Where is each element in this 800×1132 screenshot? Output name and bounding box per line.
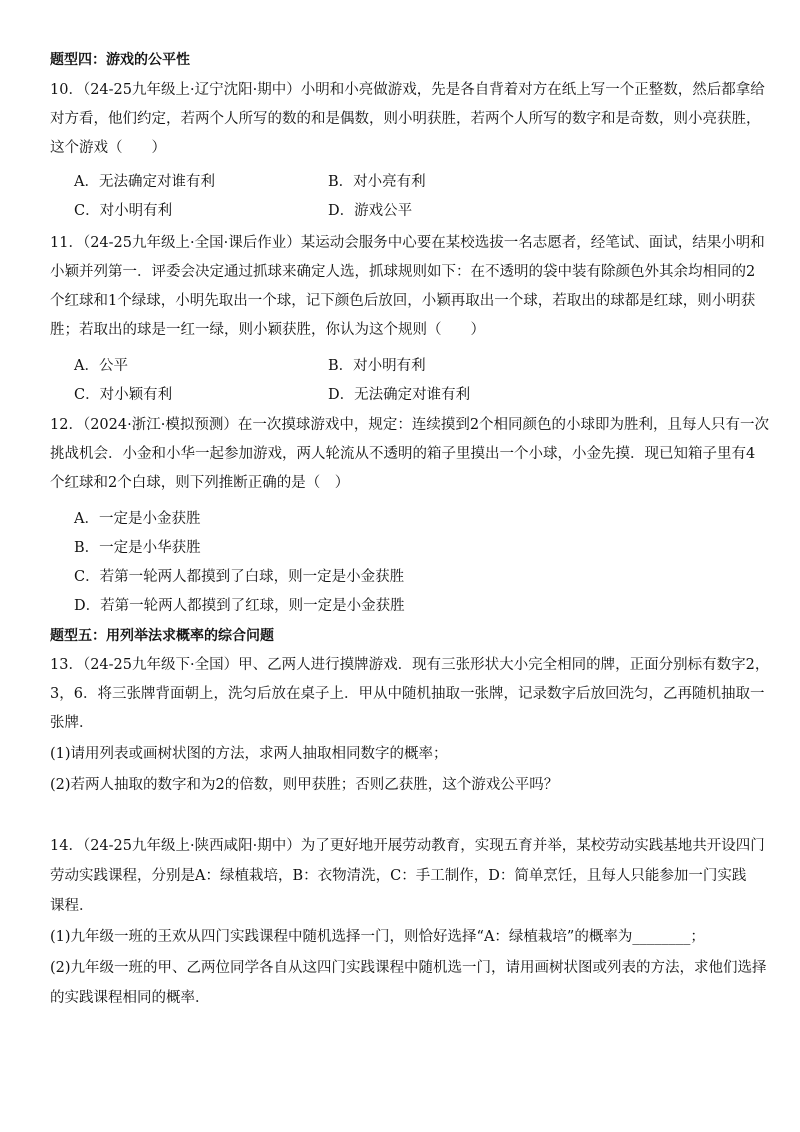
question-14-line-3: 课程． [50,898,94,914]
question-10-line-2: 对方看，他们约定，若两个人所写的数的和是偶数，则小明获胜，若两个人所写的数字和是奇数，则小亮获胜， [50,111,761,127]
question-10-line-3: 这个游戏（ ） [50,140,166,156]
question-14-part-2: (2)九年级一班的甲、乙两位同学各自从这四门实践课程中随机选一门，请用画树状图或列表的方法，求他们选择 [50,960,767,976]
question-12-option-d: D．若第一轮两人都摸到了红球，则一定是小金获胜 [74,598,405,614]
question-10-option-d: D．游戏公平 [328,203,413,219]
question-12-option-b: B．一定是小华获胜 [74,540,201,556]
section-title: 题型四：游戏的公平性 [50,52,190,68]
question-11-line-4: 胜；若取出的球是一红一绿，则小颖获胜，你认为这个规则（ ） [50,322,485,338]
question-11-line-2: 小颖并列第一．评委会决定通过抓球来确定人选，抓球规则如下：在不透明的袋中装有除颜色外其余均相同的2 [50,264,756,280]
question-12-line-3: 个红球和2个白球，则下列推断正确的是（ ） [50,475,350,491]
question-14-line-2: 劳动实践课程，分别是A：绿植栽培，B：衣物清洗，C：手工制作，D：简单烹饪，且每人只能参加一门实践 [50,868,747,884]
question-13-line-1: 13．（24-25九年级下·全国）甲、乙两人进行摸牌游戏．现有三张形状大小完全相同的牌，正面分别标有数字2， [50,657,770,673]
question-10-option-a: A．无法确定对谁有利 [74,174,215,190]
question-11-line-1: 11．（24-25九年级上·全国·课后作业）某运动会服务中心要在某校选拔一名志愿者，经笔试、面试，结果小明和 [50,235,765,251]
question-11-option-b: B．对小明有利 [328,358,426,374]
question-10-option-b: B．对小亮有利 [328,174,426,190]
question-12-line-2: 挑战机会．小金和小华一起参加游戏，两人轮流从不透明的箱子里摸出一个小球，小金先摸．现已知箱子里有4 [50,446,756,462]
question-12-option-a: A．一定是小金获胜 [74,511,201,527]
question-11-option-d: D．无法确定对谁有利 [328,387,471,403]
question-13-line-2: 3，6．将三张牌背面朝上，洗匀后放在桌子上．甲从中随机抽取一张牌，记录数字后放回洗匀，乙再随机抽取一 [50,686,765,702]
question-10-option-c: C．对小明有利 [74,203,173,219]
question-10-line-1: 10．（24-25九年级上·辽宁沈阳·期中）小明和小亮做游戏，先是各自背着对方在纸上写一个正整数，然后都拿给 [50,82,765,98]
question-14-part-1: (1)九年级一班的王欢从四门实践课程中随机选择一门，则恰好选择“A：绿植栽培”的概率为________； [50,929,705,945]
question-14-line-1: 14．（24-25九年级上·陕西咸阳·期中）为了更好地开展劳动教育，实现五育并举，某校劳动实践基地共开设四门 [50,838,765,854]
question-13-line-3: 张牌． [50,715,94,731]
question-11-option-c: C．对小颖有利 [74,387,173,403]
question-12-option-c: C．若第一轮两人都摸到了白球，则一定是小金获胜 [74,569,405,585]
question-12-line-1: 12．（2024·浙江·模拟预测）在一次摸球游戏中，规定：连续摸到2个相同颜色的小球即为胜利，且每人只有一次 [50,417,770,433]
question-11-option-a: A．公平 [74,358,128,374]
question-13-part-1: (1)请用列表或画树状图的方法，求两人抽取相同数字的概率； [50,746,448,762]
question-14-part-2-cont: 的实践课程相同的概率． [50,990,210,1006]
section-title: 题型五：用列举法求概率的综合问题 [50,628,274,644]
question-13-part-2: (2)若两人抽取的数字和为2的倍数，则甲获胜；否则乙获胜，这个游戏公平吗？ [50,777,559,793]
question-11-line-3: 个红球和1个绿球，小明先取出一个球，记下颜色后放回，小颖再取出一个球，若取出的球都是红球，则小明获 [50,293,756,309]
